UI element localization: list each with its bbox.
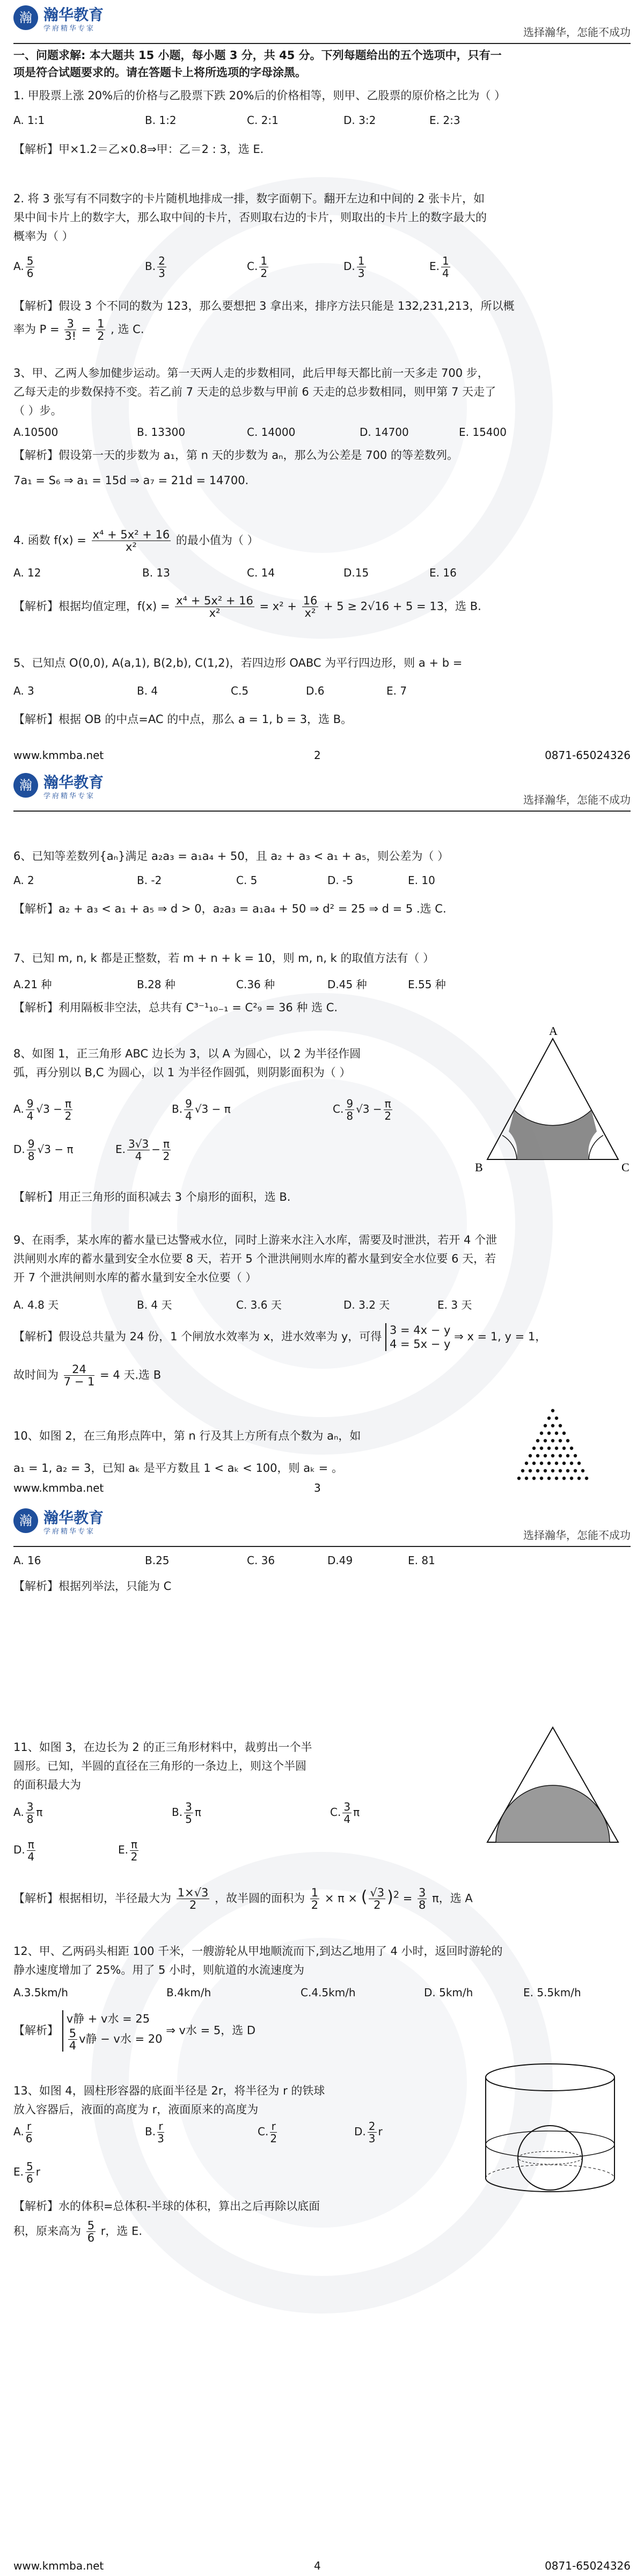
vertex-b-label: B <box>475 1161 483 1174</box>
q7-opt-e: E.55 种 <box>408 978 446 991</box>
q4-stem: 4. 函数 f(x) = $\frac{\text{x⁴ + 5x² + 16}}{\text{x²}}$ 的最小值为（ ） <box>13 528 259 553</box>
q9-opt-c: C. 3.6 天 <box>236 1298 282 1311</box>
q11-opt-d: D. $\frac{\pi}{4}$ <box>13 1838 35 1863</box>
brand-sub: 学府精华专家 <box>43 792 96 800</box>
lattice-dot <box>570 1462 573 1465</box>
lattice-dot <box>532 1477 536 1480</box>
q12-opt-a: A.3.5km/h <box>13 1986 68 1999</box>
q2-opt-a: A. $\frac{5}{6}$ <box>13 254 34 280</box>
q12-solution: 【解析】 v静 + v水 = 25 $\frac{5}{4}$ v静 − v水 = 20 ⇒ v水 = 5，选 D <box>13 2010 631 2053</box>
q6-opt-a: A. 2 <box>13 874 34 887</box>
q6-opt-d: D. -5 <box>327 874 354 887</box>
lattice-dot <box>544 1424 547 1427</box>
q2-stem-3: 概率为（ ） <box>13 230 74 243</box>
q13-stem-1: 13、如图 4，圆柱形容器的底面半径是 2r，将半径为 r 的铁球 <box>13 2084 325 2097</box>
lattice-dot <box>562 1432 566 1435</box>
q1-opt-d: D. 3:2 <box>343 114 376 127</box>
lattice-dot <box>555 1432 558 1435</box>
q5-opt-c: C.5 <box>231 684 249 697</box>
q9-solution-1: 【解析】假设总共量为 24 份，1 个闸放水效率为 x，进水效率为 y，可得 3 = 4x − y 4 = 5x − y ⇒ x = 1, y = 1， <box>13 1324 547 1351</box>
q9-opt-a: A. 4.8 天 <box>13 1298 59 1311</box>
page-number: 4 <box>314 2559 321 2572</box>
lattice-dot <box>540 1462 543 1465</box>
q11-opt-c: C. $\frac{3}{4}$ π <box>330 1800 360 1826</box>
lattice-dot <box>532 1462 536 1465</box>
lattice-dot <box>536 1439 539 1442</box>
footer-site: www.kmmba.net <box>13 1482 104 1494</box>
figure-2-dot-triangle <box>504 1406 601 1487</box>
lattice-dot <box>540 1477 543 1480</box>
lattice-dot <box>521 1469 524 1472</box>
q6-stem: 6、已知等差数列{aₙ}满足 a₂a₃ = a₁a₄ + 50，且 a₂ + a₃ < a₁ + a₅，则公差为（ ） <box>13 850 449 863</box>
q8-opt-a: A. $\frac{9}{4}$ √3 − $\frac{\pi}{2}$ <box>13 1097 72 1122</box>
q6-opt-b: B. -2 <box>137 874 162 887</box>
brand-name: 瀚华教育 <box>43 1509 104 1527</box>
lattice-dot <box>570 1477 573 1480</box>
slogan: 选择瀚华，怎能不成功 <box>523 793 631 806</box>
q11-opt-b: B. $\frac{3}{5}$ π <box>172 1800 201 1826</box>
q9-solution-2: 故时间为 $\frac{24}{7 - 1}$ = 4 天.选 B <box>13 1363 162 1388</box>
q8-opt-d: D. $\frac{9}{8}$ √3 − π <box>13 1137 74 1163</box>
lattice-dot <box>551 1409 554 1412</box>
q6-solution: 【解析】a₂ + a₃ < a₁ + a₅ ⇒ d > 0，a₂a₃ = a₁a₄ + 50 ⇒ d² = 25 ⇒ d = 5 .选 C. <box>13 902 447 915</box>
q2-stem-2: 果中间卡片上的数字大，那么取中间的卡片，否则取右边的卡片，则取出的卡片上的数字最大的 <box>13 211 487 224</box>
q8-opt-b: B. $\frac{9}{4}$ √3 − π <box>172 1097 231 1122</box>
lattice-dot <box>547 1477 551 1480</box>
q3-opt-a: A.10500 <box>13 426 58 439</box>
q4-solution: 【解析】根据均值定理，f(x) = $\frac{\text{x⁴ + 5x² + 16}}{\text{x²}}$ = x² + $\frac{16}{\text{x²}}$ + 5 ≥ 2√16 + 5 = 13，选 B. <box>13 594 481 619</box>
footer-phone: 0871-65024326 <box>545 2559 631 2572</box>
q4-opt-e: E. 16 <box>429 566 457 579</box>
slogan: 选择瀚华，怎能不成功 <box>523 1529 631 1542</box>
lattice-dot <box>551 1424 554 1427</box>
q5-opt-e: E. 7 <box>386 684 407 697</box>
q7-solution: 【解析】利用隔板非空法，总共有 C³⁻¹₁₀₋₁ = C²₉ = 36 种 选 C. <box>13 1001 338 1014</box>
vertex-a-label: A <box>549 1025 558 1038</box>
lattice-dot <box>574 1469 577 1472</box>
lattice-dot <box>525 1477 528 1480</box>
q7-opt-a: A.21 种 <box>13 978 52 991</box>
brand-name: 瀚华教育 <box>43 6 104 24</box>
lattice-dot <box>555 1417 558 1420</box>
q12-stem-2: 静水速度增加了 25%。用了 5 小时，则航道的水流速度为 <box>13 1964 305 1976</box>
page-number: 2 <box>314 749 321 762</box>
slogan: 选择瀚华，怎能不成功 <box>523 26 631 39</box>
q3-stem-1: 3、甲、乙两人参加健步运动。第一天两人走的步数相同，此后甲每天都比前一天多走 700 步， <box>13 367 489 380</box>
q7-opt-b: B.28 种 <box>137 978 175 991</box>
q11-stem-2: 圆形。已知，半圆的直径在三角形的一条边上，则这个半圆 <box>13 1760 306 1772</box>
q8-stem-2: 弧，再分别以 B,C 为圆心，以 1 为半径作圆弧，则阴影面积为（ ） <box>13 1066 351 1079</box>
q8-opt-e: E. $\frac{3√3}{4}$ − $\frac{\pi}{2}$ <box>115 1137 170 1163</box>
q3-solution-2: 7a₁ = S₆ ⇒ a₁ = 15d ⇒ a₇ = 21d = 14700. <box>13 474 249 487</box>
q9-opt-e: E. 3 天 <box>437 1298 472 1311</box>
page-footer <box>13 749 631 765</box>
q1-stem: 1. 甲股票上涨 20%后的价格与乙股票下跌 20%后的价格相等，则甲、乙股票的原价格之比为（ ） <box>13 89 506 102</box>
lattice-dot <box>547 1432 551 1435</box>
q12-opt-c: C.4.5km/h <box>301 1986 356 1999</box>
q4-opt-c: C. 14 <box>247 566 275 579</box>
lattice-dot <box>555 1447 558 1450</box>
lattice-dot <box>529 1454 532 1457</box>
q5-stem: 5、已知点 O(0,0), A(a,1), B(2,b), C(1,2)，若四边形 OABC 为平行四边形，则 a + b = <box>13 656 463 669</box>
q3-stem-3: （ ）步。 <box>13 404 62 417</box>
q8-solution: 【解析】用正三角形的面积减去 3 个扇形的面积，选 B. <box>13 1191 291 1203</box>
q6-opt-c: C. 5 <box>236 874 258 887</box>
lattice-dot <box>551 1454 554 1457</box>
figure-1-triangle <box>472 1025 633 1186</box>
q13-opt-d: D. $\frac{2}{3}$ r <box>354 2120 383 2145</box>
q3-opt-d: D. 14700 <box>360 426 409 439</box>
footer-phone: 0871-65024326 <box>545 749 631 762</box>
footer-site: www.kmmba.net <box>13 749 104 762</box>
q10-opt-e: E. 81 <box>408 1554 435 1567</box>
lattice-dot <box>581 1469 584 1472</box>
q13-solution-2: 积，原来高为 $\frac{5}{6}$ r，选 E. <box>13 2219 143 2244</box>
lattice-dot <box>566 1469 569 1472</box>
q11-opt-a: A. $\frac{3}{8}$ π <box>13 1800 43 1826</box>
q7-opt-c: C.36 种 <box>236 978 275 991</box>
page-header <box>13 768 631 812</box>
lattice-dot <box>544 1439 547 1442</box>
q12-opt-d: D. 5km/h <box>424 1986 473 1999</box>
q2-solution-1: 【解析】假设 3 个不同的数为 123，那么要想把 3 拿出来，排序方法只能是 132,231,213，所以概 <box>13 300 515 312</box>
q1-opt-a: A. 1:1 <box>13 114 45 127</box>
q8-stem-1: 8、如图 1，正三角形 ABC 边长为 3，以 A 为圆心，以 2 为半径作圆 <box>13 1047 361 1060</box>
q4-opt-d: D.15 <box>343 566 369 579</box>
page-number: 3 <box>314 1482 321 1494</box>
lattice-dot <box>544 1469 547 1472</box>
lattice-dot <box>540 1432 543 1435</box>
intro-line-1: 一、问题求解: 本大题共 15 小题，每小题 3 分，共 45 分。下列每题给出的五个选项中，只有一 <box>13 49 502 62</box>
figure-3-semicircle-triangle <box>478 1718 628 1857</box>
q3-opt-c: C. 14000 <box>247 426 296 439</box>
brand-name: 瀚华教育 <box>43 773 104 791</box>
q5-solution: 【解析】根据 OB 的中点=AC 的中点，那么 a = 1, b = 3，选 B。 <box>13 713 353 726</box>
q9-opt-b: B. 4 天 <box>137 1298 172 1311</box>
q11-stem-1: 11、如图 3，在边长为 2 的正三角形材料中，裁剪出一个半 <box>13 1741 312 1754</box>
lattice-dot <box>525 1462 528 1465</box>
intro-line-2: 项是符合试题要求的。请在答题卡上将所选项的字母涂黑。 <box>13 66 306 79</box>
lattice-dot <box>559 1424 562 1427</box>
q4-opt-a: A. 12 <box>13 566 41 579</box>
q13-opt-c: C. $\frac{r}{2}$ <box>258 2120 277 2145</box>
q13-opt-a: A. $\frac{r}{6}$ <box>13 2120 33 2145</box>
brand-sub: 学府精华专家 <box>43 25 96 33</box>
lattice-dot <box>566 1439 569 1442</box>
q3-stem-2: 乙每天走的步数保持不变。若乙前 7 天走的总步数与甲前 6 天走的总步数相同，则甲第 7 天走了 <box>13 385 496 398</box>
lattice-dot <box>559 1469 562 1472</box>
q4-opt-b: B. 13 <box>142 566 170 579</box>
q3-opt-e: E. 15400 <box>459 426 507 439</box>
q5-opt-a: A. 3 <box>13 684 34 697</box>
lattice-dot <box>551 1439 554 1442</box>
q2-opt-b: B. $\frac{2}{3}$ <box>145 254 165 280</box>
q10-stem-2: a₁ = 1, a₂ = 3，已知 aₖ 是平方数且 1 < aₖ < 100，则 aₖ = 。 <box>13 1462 343 1475</box>
q11-opt-e: E. $\frac{\pi}{2}$ <box>118 1838 138 1863</box>
logo-icon: 瀚 <box>13 773 38 798</box>
q10-opt-d: D.49 <box>327 1554 353 1567</box>
q10-opt-c: C. 36 <box>247 1554 275 1567</box>
q11-stem-3: 的面积最大为 <box>13 1778 81 1791</box>
q10-solution: 【解析】根据列举法，只能为 C <box>13 1580 172 1593</box>
q1-solution: 【解析】甲×1.2＝乙×0.8⇒甲：乙＝2 : 3，选 E. <box>13 143 264 156</box>
q13-opt-e: E. $\frac{5}{6}$ r <box>13 2160 40 2185</box>
figure-4-cylinder <box>472 2056 628 2201</box>
q13-solution-1: 【解析】水的体积=总体积-半球的体积，算出之后再除以底面 <box>13 2200 320 2213</box>
page-1 <box>0 0 644 827</box>
logo-icon: 瀚 <box>13 1508 38 1533</box>
lattice-dot <box>544 1454 547 1457</box>
lattice-dot <box>547 1417 551 1420</box>
q13-stem-2: 放入容器后，液面的高度为 r，液面原来的高度为 <box>13 2103 259 2116</box>
q5-opt-b: B. 4 <box>137 684 158 697</box>
q2-opt-e: E. $\frac{1}{4}$ <box>429 254 449 280</box>
q9-stem-1: 9、在雨季，某水库的蓄水量已达警戒水位，同时上游来水注入水库，需要及时泄洪，若开 4 个泄 <box>13 1234 497 1246</box>
page-header <box>13 1503 631 1547</box>
lattice-dot <box>577 1477 581 1480</box>
lattice-dot <box>585 1477 588 1480</box>
q2-opt-c: C. $\frac{1}{2}$ <box>247 254 268 280</box>
q1-opt-e: E. 2:3 <box>429 114 460 127</box>
q6-opt-e: E. 10 <box>408 874 435 887</box>
lattice-dot <box>562 1447 566 1450</box>
lattice-dot <box>566 1454 569 1457</box>
lattice-dot <box>570 1447 573 1450</box>
lattice-dot <box>555 1462 558 1465</box>
lattice-dot <box>559 1454 562 1457</box>
page-3 <box>0 1503 644 2576</box>
lattice-dot <box>532 1447 536 1450</box>
lattice-dot <box>517 1477 521 1480</box>
q7-opt-d: D.45 种 <box>327 978 367 991</box>
q13-opt-b: B. $\frac{r}{3}$ <box>145 2120 164 2145</box>
logo-icon: 瀚 <box>13 5 38 30</box>
q3-opt-b: B. 13300 <box>137 426 186 439</box>
page-footer <box>13 2559 631 2575</box>
q12-opt-b: B.4km/h <box>166 1986 211 1999</box>
q9-stem-3: 开 7 个泄洪闸则水库的蓄水量到安全水位要（ ） <box>13 1271 257 1284</box>
q9-stem-2: 洪闸则水库的蓄水量到安全水位要 8 天，若开 5 个泄洪闸则水库的蓄水量到安全水位要 6 天，若 <box>13 1252 496 1265</box>
lattice-dot <box>577 1462 581 1465</box>
lattice-dot <box>540 1447 543 1450</box>
lattice-dot <box>562 1477 566 1480</box>
q2-stem-1: 2. 将 3 张写有不同数字的卡片随机地排成一排，数字面朝下。翻开左边和中间的 2 张卡片，如 <box>13 192 485 205</box>
lattice-dot <box>551 1469 554 1472</box>
q7-stem: 7、已知 m, n, k 都是正整数，若 m + n + k = 10，则 m, n, k 的取值方法有（ ） <box>13 952 435 965</box>
q10-opt-b: B.25 <box>145 1554 170 1567</box>
lattice-dot <box>574 1454 577 1457</box>
q8-opt-c: C. $\frac{9}{8}$ √3 − $\frac{\pi}{2}$ <box>333 1097 392 1122</box>
brand-sub: 学府精华专家 <box>43 1528 96 1536</box>
q1-opt-c: C. 2:1 <box>247 114 279 127</box>
vertex-c-label: C <box>621 1161 630 1174</box>
lattice-dot <box>536 1454 539 1457</box>
page-footer <box>13 1482 631 1498</box>
lattice-dot <box>555 1477 558 1480</box>
lattice-dot <box>536 1469 539 1472</box>
q9-opt-d: D. 3.2 天 <box>343 1298 390 1311</box>
lattice-dot <box>529 1469 532 1472</box>
footer-site: www.kmmba.net <box>13 2559 104 2572</box>
q1-opt-b: B. 1:2 <box>145 114 177 127</box>
lattice-dot <box>547 1447 551 1450</box>
q3-solution-1: 【解析】假设第一天的步数为 a₁，第 n 天的步数为 aₙ，那么为公差是 700 的等差数列。 <box>13 449 458 462</box>
lattice-dot <box>559 1439 562 1442</box>
q12-stem-1: 12、甲、乙两码头相距 100 千米，一艘游轮从甲地顺流而下,到达乙地用了 4 小时，返回时游轮的 <box>13 1945 503 1958</box>
q2-opt-d: D. $\frac{1}{3}$ <box>343 254 365 280</box>
q5-opt-d: D.6 <box>306 684 325 697</box>
q10-stem-1: 10、如图 2，在三角形点阵中，第 n 行及其上方所有点个数为 aₙ，如 <box>13 1429 361 1442</box>
q10-opt-a: A. 16 <box>13 1554 41 1567</box>
page-header <box>13 0 631 44</box>
q11-solution: 【解析】根据相切，半径最大为 $\frac{1\times√3}{2}$ ，故半圆的面积为 $\frac{1}{2}$ × π × ( $\frac{√3}{2}$ )$^2$ = $\frac{3}{8}$ π，选 A <box>13 1886 473 1911</box>
q12-opt-e: E. 5.5km/h <box>523 1986 581 1999</box>
lattice-dot <box>547 1462 551 1465</box>
lattice-dot <box>562 1462 566 1465</box>
q2-solution-2: 率为 P = $\frac{3}{3!}$ = $\frac{1}{2}$ , 选 C. <box>13 317 144 342</box>
